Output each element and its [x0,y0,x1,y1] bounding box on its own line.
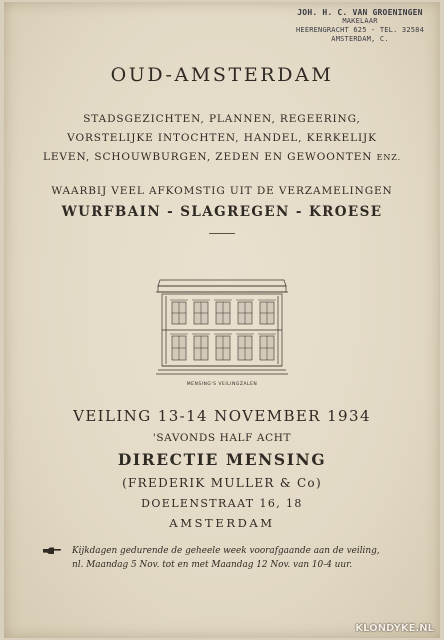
auction-firm: (FREDERIK MULLER & Co) [122,476,322,490]
dealer-stamp [294,8,426,44]
stamp-name: JOH. H. C. VAN GROENINGEN [297,8,423,17]
viewing-line-2: nl. Maandag 5 Nov. tot en met Maandag 12 Nov. van 10-4 uur. [72,560,353,570]
auction-house-illustration [154,272,290,382]
viewing-line-1: Kijkdagen gedurende de geheele week voorafgaande aan de veiling, [72,546,380,556]
pointing-hand-icon [42,546,62,556]
origin-line: WAARBIJ VEEL AFKOMSTIG UIT DE VERZAMELINGEN [51,185,393,197]
divider-rule [209,233,235,234]
catalogue-title: OUD-AMSTERDAM [110,64,334,86]
watermark: KLONDYKE.NL [355,623,434,634]
collections-line: WURFBAIN - SLAGREGEN - KROESE [61,204,383,220]
subjects-block [4,110,440,167]
auction-time: 'SAVONDS HALF ACHT [152,432,292,444]
subjects-line-3-text: LEVEN, SCHOUWBURGEN, ZEDEN EN GEWOONTEN [42,151,373,163]
subjects-line-1: STADSGEZICHTEN, PLANNEN, REGEERING, [83,113,361,125]
subjects-line-3 [4,148,440,167]
subjects-line-3-suffix: ENZ. [376,153,402,162]
auction-date: VEILING 13-14 NOVEMBER 1934 [73,407,371,425]
subjects-line-2: VORSTELIJKE INTOCHTEN, HANDEL, KERKELIJK [67,132,377,144]
stamp-address: HEERENGRACHT 625 - TEL. 32584 [295,26,425,34]
auction-city: AMSTERDAM [169,516,275,530]
viewing-days-note [72,544,412,572]
auction-address: DOELENSTRAAT 16, 18 [141,497,303,510]
auction-directie: DIRECTIE MENSING [117,450,327,469]
stamp-role: MAKELAAR [342,17,378,25]
stamp-city: AMSTERDAM, C. [331,35,389,43]
catalogue-cover [4,2,440,638]
illustration-caption: MENSING'S VEILINGZALEN [186,382,258,387]
